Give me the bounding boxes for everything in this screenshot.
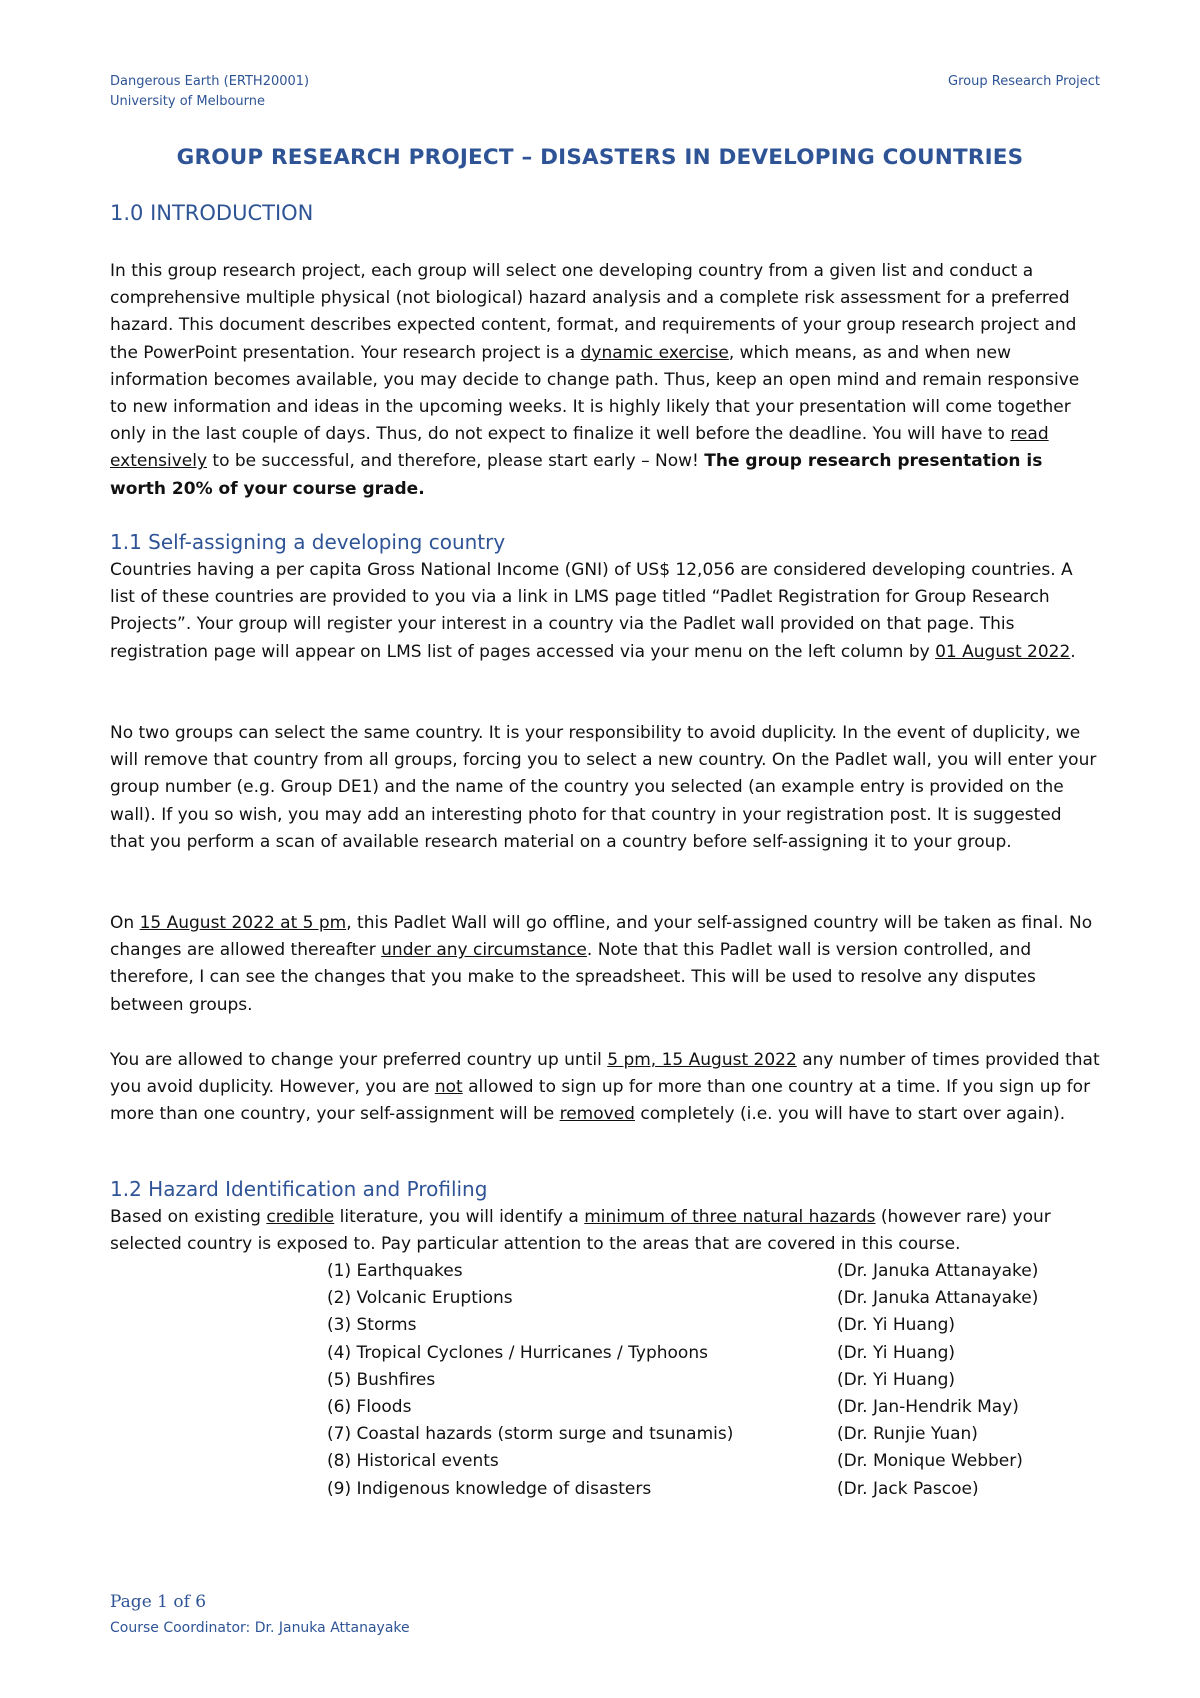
list-item: [327, 1367, 1107, 1394]
section-heading-1-2: 1.2 Hazard Identification and Profiling: [110, 1177, 488, 1201]
hazard-name: (3) Storms: [327, 1315, 417, 1336]
registration-date: 01 August 2022: [935, 641, 1071, 662]
hazard-lecturer: (Dr. Yi Huang): [837, 1315, 956, 1336]
hazard-name: (7) Coastal hazards (storm surge and tsunamis): [327, 1424, 734, 1445]
hazard-name: (2) Volcanic Eruptions: [327, 1288, 513, 1309]
s11-paragraph-3: On 15 August 2022 at 5 pm, this Padlet Wall will go offline, and your self-assigned country will be taken as final. No changes are allowed thereafter under any circumstance. Note that this Padlet wall is version controlled, and therefore, I can see the changes that you make to the spreadsheet. This will be used to resolve any disputes between groups.: [110, 913, 1093, 1015]
intro-paragraph: In this group research project, each group will select one developing country from a given list and conduct a comprehensive multiple physical (not biological) hazard analysis and a complete risk assessment for a preferred hazard. This document describes expected content, format, and requirements of your group research project and the PowerPoint presentation. Your research project is a dynamic exercise, which means, as and when new information becomes available, you may decide to change path. Thus, keep an open mind and remain responsive to new information and ideas in the upcoming weeks. It is highly likely that your presentation will come together only in the last couple of days. Thus, do not expect to finalize it well before the deadline. You will have to read extensively to be successful, and therefore, please start early – Now! The group research presentation is worth 20% of your course grade.: [110, 261, 1080, 499]
list-item: [327, 1394, 1107, 1421]
hazard-list: [327, 1258, 1107, 1503]
s12-paragraph-1: Based on existing credible literature, you will identify a minimum of three natural hazards (however rare) your selected country is exposed to. Pay particular attention to the areas that are covered in this course.: [110, 1207, 1051, 1255]
minimum-hazards-text: minimum of three natural hazards: [584, 1207, 876, 1227]
list-item: [327, 1340, 1107, 1367]
not-text: not: [434, 1077, 463, 1098]
list-item: [327, 1448, 1107, 1475]
hazard-name: (5) Bushfires: [327, 1369, 436, 1390]
hazard-name: (6) Floods: [327, 1396, 412, 1417]
credible-text: credible: [266, 1207, 335, 1227]
s11-paragraph-2: No two groups can select the same country. It is your responsibility to avoid duplicity. In the event of duplicity, we will remove that country from all groups, forcing you to select a new country. On the Padlet wall, you will enter your group number (e.g. Group DE1) and the name of the country you selected (an example entry is provided on the wall). If you so wish, you may add an interesting photo for that country in your registration post. It is suggested that you perform a scan of available research material on a country before self-assigning it to your group.: [110, 723, 1097, 852]
list-item: [327, 1312, 1107, 1339]
header-right: Group Research Project: [948, 74, 1100, 89]
hazard-name: (4) Tropical Cyclones / Hurricanes / Typhoons: [327, 1342, 708, 1363]
grade-weight-text: The group research presentation is worth 20% of your course grade.: [110, 451, 1043, 499]
change-deadline: 5 pm, 15 August 2022: [607, 1050, 797, 1070]
s11-paragraph-4: You are allowed to change your preferred country up until 5 pm, 15 August 2022 any number of times provided that you avoid duplicity. However, you are not allowed to sign up for more than one country at a time. If you sign up for more than one country, your self-assignment will be removed completely (i.e. you will have to start over again).: [110, 1050, 1100, 1125]
hazard-lecturer: (Dr. Jan-Hendrik May): [837, 1396, 1019, 1417]
list-item: [327, 1285, 1107, 1312]
hazard-lecturer: (Dr. Yi Huang): [837, 1342, 956, 1363]
header-course: Dangerous Earth (ERTH20001): [110, 74, 310, 89]
deadline-date: 15 August 2022 at 5 pm: [139, 913, 347, 933]
page-number: Page 1 of 6: [110, 1592, 207, 1612]
section-heading-introduction: 1.0 INTRODUCTION: [110, 201, 314, 225]
dynamic-exercise-text: dynamic exercise: [580, 342, 729, 363]
hazard-name: (1) Earthquakes: [327, 1261, 463, 1281]
hazard-lecturer: (Dr. Jack Pascoe): [837, 1478, 979, 1499]
hazard-lecturer: (Dr. Monique Webber): [837, 1451, 1023, 1472]
hazard-name: (9) Indigenous knowledge of disasters: [327, 1478, 652, 1499]
removed-text: removed: [559, 1104, 635, 1125]
section-heading-1-1: 1.1 Self-assigning a developing country: [110, 530, 506, 554]
hazard-lecturer: (Dr. Januka Attanayake): [837, 1261, 1039, 1281]
course-coordinator: Course Coordinator: Dr. Januka Attanayake: [110, 1620, 410, 1636]
header-university: University of Melbourne: [110, 94, 265, 109]
list-item: [327, 1421, 1107, 1448]
hazard-lecturer: (Dr. Januka Attanayake): [837, 1288, 1039, 1309]
s11-paragraph-1: Countries having a per capita Gross National Income (GNI) of US$ 12,056 are considered developing countries. A list of these countries are provided to you via a link in LMS page titled “Padlet Registration for Group Research Projects”. Your group will register your interest in a country via the Padlet wall provided on that page. This registration page will appear on LMS list of pages accessed via your menu on the left column by 01 August 2022.: [110, 560, 1076, 662]
read-extensively-text: read extensively: [110, 424, 1049, 472]
hazard-name: (8) Historical events: [327, 1451, 499, 1472]
list-item: [327, 1476, 1107, 1503]
hazard-lecturer: (Dr. Runjie Yuan): [837, 1424, 978, 1445]
under-any-circumstance-text: under any circumstance: [381, 940, 587, 961]
hazard-lecturer: (Dr. Yi Huang): [837, 1369, 956, 1390]
document-title: GROUP RESEARCH PROJECT – DISASTERS IN DEVELOPING COUNTRIES: [176, 145, 1024, 170]
list-item: [327, 1258, 1107, 1285]
